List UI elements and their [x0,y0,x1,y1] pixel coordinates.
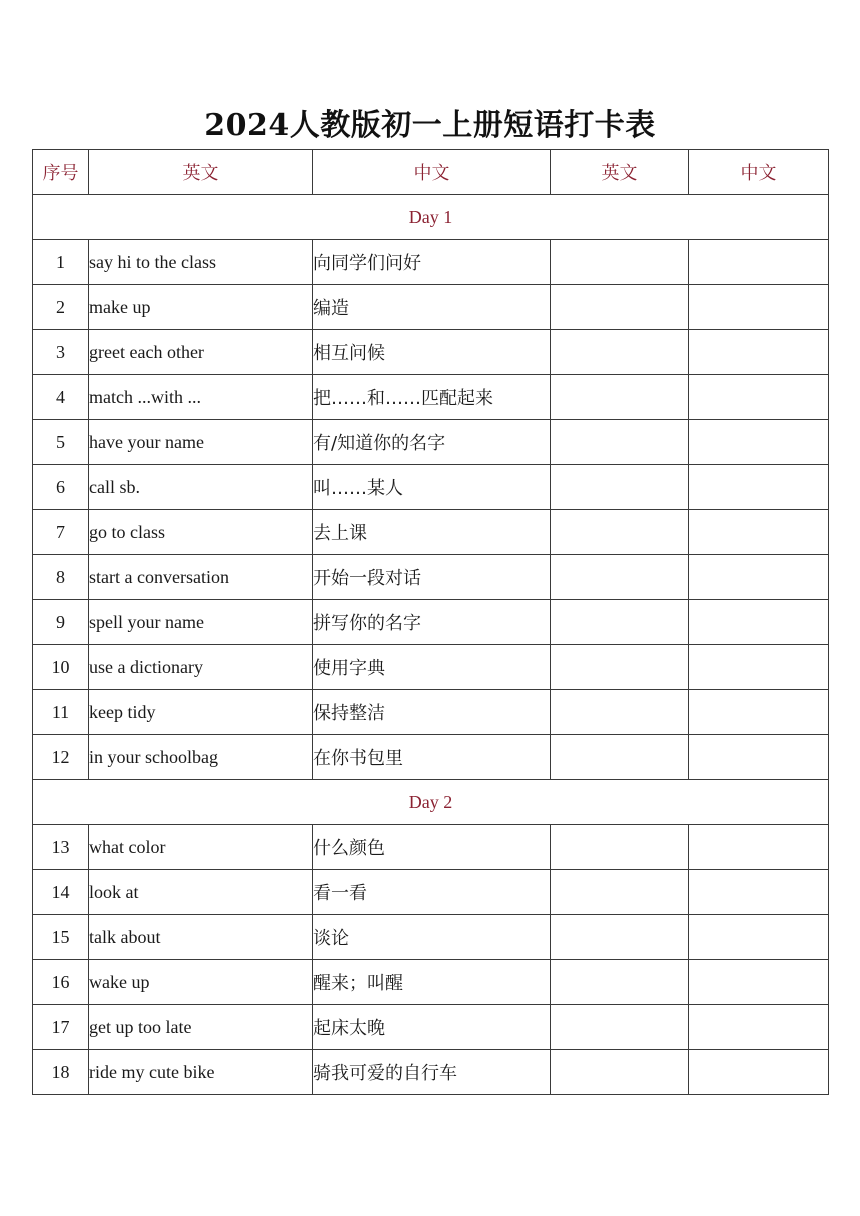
row-number: 10 [33,645,89,690]
chinese-practice-cell [689,420,829,465]
table-row [33,330,829,375]
chinese-meaning: 开始一段对话 [313,555,551,600]
english-phrase: match ...with ... [89,375,313,420]
english-phrase: have your name [89,420,313,465]
english-phrase: make up [89,285,313,330]
english-practice-cell [551,420,689,465]
chinese-practice-cell [689,240,829,285]
table-row [33,1005,829,1050]
row-number: 8 [33,555,89,600]
chinese-meaning: 在你书包里 [313,735,551,780]
chinese-practice-cell [689,735,829,780]
day-label: Day 2 [33,780,829,825]
chinese-meaning: 去上课 [313,510,551,555]
chinese-meaning: 醒来；叫醒 [313,960,551,1005]
chinese-meaning: 叫……某人 [313,465,551,510]
table-row [33,735,829,780]
chinese-practice-cell [689,960,829,1005]
chinese-practice-cell [689,555,829,600]
header-english-practice: 英文 [551,150,689,195]
chinese-practice-cell [689,465,829,510]
phrase-checkin-table [32,149,829,1095]
english-phrase: what color [89,825,313,870]
row-number: 7 [33,510,89,555]
row-number: 6 [33,465,89,510]
header-chinese-practice: 中文 [689,150,829,195]
header-chinese: 中文 [313,150,551,195]
table-row [33,600,829,645]
chinese-meaning: 起床太晚 [313,1005,551,1050]
table-row [33,510,829,555]
chinese-practice-cell [689,825,829,870]
chinese-practice-cell [689,645,829,690]
english-phrase: in your schoolbag [89,735,313,780]
row-number: 14 [33,870,89,915]
english-practice-cell [551,915,689,960]
header-row [33,150,829,195]
row-number: 5 [33,420,89,465]
english-practice-cell [551,555,689,600]
english-practice-cell [551,960,689,1005]
english-practice-cell [551,465,689,510]
row-number: 9 [33,600,89,645]
row-number: 18 [33,1050,89,1095]
table-row [33,960,829,1005]
english-practice-cell [551,645,689,690]
chinese-practice-cell [689,915,829,960]
chinese-meaning: 看一看 [313,870,551,915]
english-practice-cell [551,1005,689,1050]
english-practice-cell [551,285,689,330]
chinese-meaning: 编造 [313,285,551,330]
chinese-meaning: 谈论 [313,915,551,960]
english-phrase: call sb. [89,465,313,510]
chinese-practice-cell [689,870,829,915]
english-practice-cell [551,1050,689,1095]
table-row [33,555,829,600]
day-label: Day 1 [33,195,829,240]
page-title: 2024人教版初一上册短语打卡表 [204,108,656,143]
english-practice-cell [551,600,689,645]
row-number: 16 [33,960,89,1005]
table-row [33,645,829,690]
table-row [33,870,829,915]
row-number: 1 [33,240,89,285]
chinese-meaning: 什么颜色 [313,825,551,870]
english-phrase: get up too late [89,1005,313,1050]
english-practice-cell [551,690,689,735]
chinese-meaning: 骑我可爱的自行车 [313,1050,551,1095]
english-phrase: say hi to the class [89,240,313,285]
chinese-meaning: 向同学们问好 [313,240,551,285]
chinese-meaning: 使用字典 [313,645,551,690]
english-practice-cell [551,375,689,420]
table-row [33,915,829,960]
english-phrase: spell your name [89,600,313,645]
row-number: 3 [33,330,89,375]
row-number: 2 [33,285,89,330]
english-phrase: use a dictionary [89,645,313,690]
chinese-meaning: 相互问候 [313,330,551,375]
table-row [33,690,829,735]
row-number: 15 [33,915,89,960]
chinese-practice-cell [689,375,829,420]
chinese-meaning: 保持整洁 [313,690,551,735]
row-number: 4 [33,375,89,420]
table-row [33,1050,829,1095]
row-number: 17 [33,1005,89,1050]
english-phrase: wake up [89,960,313,1005]
english-phrase: ride my cute bike [89,1050,313,1095]
english-phrase: start a conversation [89,555,313,600]
day-section-row [33,780,829,825]
table-row [33,420,829,465]
header-index: 序号 [33,150,89,195]
chinese-practice-cell [689,1050,829,1095]
row-number: 11 [33,690,89,735]
chinese-meaning: 拼写你的名字 [313,600,551,645]
english-phrase: greet each other [89,330,313,375]
chinese-practice-cell [689,600,829,645]
english-phrase: look at [89,870,313,915]
table-row [33,825,829,870]
english-practice-cell [551,240,689,285]
chinese-practice-cell [689,690,829,735]
chinese-practice-cell [689,330,829,375]
english-practice-cell [551,510,689,555]
english-phrase: talk about [89,915,313,960]
row-number: 13 [33,825,89,870]
chinese-meaning: 有/知道你的名字 [313,420,551,465]
english-phrase: keep tidy [89,690,313,735]
day-section-row [33,195,829,240]
table-row [33,285,829,330]
chinese-meaning: 把……和……匹配起来 [313,375,551,420]
english-practice-cell [551,825,689,870]
english-practice-cell [551,870,689,915]
table-row [33,375,829,420]
chinese-practice-cell [689,510,829,555]
table-row [33,240,829,285]
chinese-practice-cell [689,285,829,330]
english-phrase: go to class [89,510,313,555]
english-practice-cell [551,735,689,780]
row-number: 12 [33,735,89,780]
chinese-practice-cell [689,1005,829,1050]
header-english: 英文 [89,150,313,195]
table-body [33,195,829,1095]
table-row [33,465,829,510]
english-practice-cell [551,330,689,375]
